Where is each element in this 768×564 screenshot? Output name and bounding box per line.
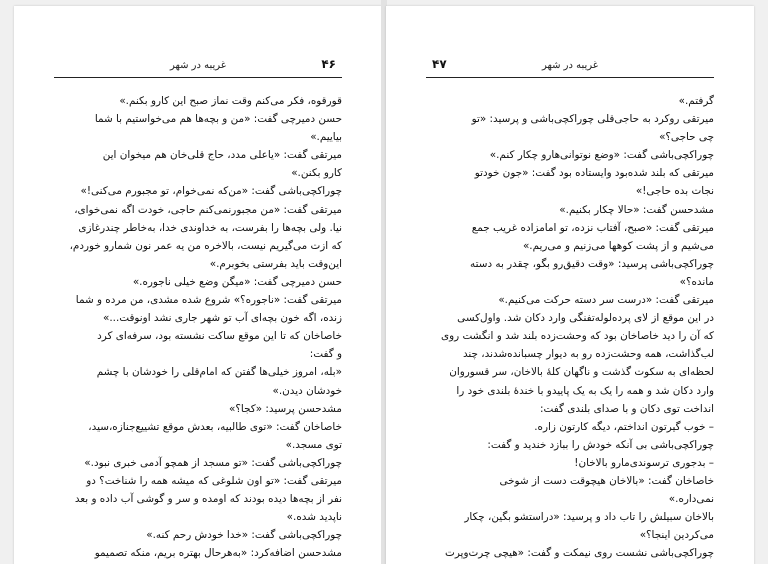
text-line: قورقوه، فکر می‌کنم وقت نماز صبح این کارو بکنم.» — [119, 95, 342, 107]
text-line: چوراکچی‌باشی گفت: «وضع نوتوانی‌هارو چکار کنم.» — [489, 149, 714, 162]
text-line: نیا. ولی بچه‌ها را بفرست، به خداوندی خدا، به‌خاطر چندرغازی — [78, 221, 342, 234]
text-line: و گفت: — [309, 348, 342, 361]
running-title: غریبه در شهر — [541, 60, 599, 71]
text-line: میرتقی روکرد به حاجی‌قلی چوراکچی‌باشی و پرسید: «تو — [471, 113, 714, 126]
text-line: مشدحسن گفت: «حالا چکار بکنیم.» — [559, 203, 714, 216]
text-line: نفر از بچه‌ها دیده بودند که اومده و سر و گوشی آب داده و بعد — [74, 493, 342, 506]
text-line: چی حاجی؟» — [659, 131, 714, 144]
text-line: که آن را دید خاصاخان بود که وحشت‌زده بلند شد و انگشت روی — [440, 330, 714, 343]
text-line: زنده، اگه خون بچه‌ای آب تو شهر جاری نشد اونوقت...» — [102, 312, 342, 325]
text-line: لحظه‌ای به سکوت گذشت و ناگهان کلهٔ بالاخان، سر قسوروان — [449, 366, 714, 379]
text-line: چوراکچی‌باشی بی آنکه خودش را ببازد خندید و گفت: — [487, 438, 714, 451]
page-number: ۴۷ — [432, 57, 447, 71]
text-line: چوراکچی‌باشی گفت: «خدا خودش رحم کنه.» — [146, 529, 342, 542]
text-line: میرتقی گفت: «یاعلی مدد، حاج قلی‌خان هم میخوان این — [102, 149, 342, 162]
text-line: چوراکچی‌باشی نشست روی نیمکت و گفت: «هیچی چرت‌وپرت — [445, 547, 714, 560]
text-line: مانده؟» — [679, 275, 714, 288]
text-line: گرفتم.» — [678, 95, 714, 107]
text-line: توی مسجد.» — [285, 438, 342, 451]
page-body — [426, 92, 714, 562]
page-body — [54, 92, 342, 562]
text-line: وارد دکان شد و همه را یک به یک پاییدو با خندهٔ بلندی خود را — [456, 384, 714, 397]
page-header — [426, 56, 714, 78]
text-line: حسن دمیرچی گفت: «میگن وضع خیلی ناجوره.» — [132, 275, 342, 288]
header-rule — [54, 77, 342, 78]
text-line: – بدجوری ترسوندی‌مارو بالاخان! — [574, 456, 714, 469]
text-line: حسن دمیرچی گفت: «من و بچه‌ها هم می‌خواستیم با شما — [94, 113, 342, 126]
text-line: خاصاخان که تا این موقع ساکت نشسته بود، سرفه‌ای کرد — [97, 330, 342, 343]
text-line: که ازت می‌گیریم نیست، بالاخره من یه عمر نون شمارو خوردم، — [69, 239, 342, 252]
text-line: میرتقی گفت: «درست سر دسته حرکت می‌کنیم.» — [498, 294, 714, 307]
left-page — [14, 6, 382, 564]
text-line: میرتقی که بلند شده‌بود وایستاده بود گفت: «جون خودتو — [474, 167, 714, 180]
text-line: بالاخان سبیلش را تاب داد و پرسید: «دراستشو بگین، چکار — [464, 511, 714, 524]
text-line: مشدحسن پرسید: «کجا؟» — [229, 402, 342, 415]
text-line: خاصاخان گفت: «توی طالبیه، بعدش موقع تشییع‌جنازه،سید، — [88, 420, 342, 433]
page-header — [54, 56, 342, 78]
text-line: خاصاخان گفت: «بالاخان هیچوقت دست از شوخی — [499, 474, 714, 487]
text-line: مشدحسن اضافه‌کرد: «به‌هرحال بهتره بریم، منکه تصمیمو — [94, 547, 342, 560]
text-line: میرتقی گفت: «صبح، آفتاب نزده، تو امامزاده غریب جمع — [471, 221, 714, 234]
text-line: می‌شیم و از پشت کوهها می‌زنیم و می‌ریم.» — [522, 239, 714, 252]
header-rule — [426, 77, 714, 78]
text-line: میرتقی گفت: «تو اون شلوغی که میشه همه را شناخت؟ دو — [86, 474, 342, 487]
text-line: خودشان دیدن.» — [272, 384, 342, 397]
text-line: نجات بده حاجی!» — [635, 185, 714, 198]
text-line: می‌کردین اینجا؟» — [639, 529, 714, 542]
text-line: این‌وقت باید بفرستی بخوبرم.» — [209, 257, 342, 270]
text-line: میرتقی گفت: «من مجبورنمی‌کنم حاجی، خودت اگه نمی‌خوای، — [74, 203, 342, 216]
text-line: – خوب گیرتون انداختم، دیگه کارتون زاره. — [534, 420, 714, 433]
text-line: چوراکچی‌باشی گفت: «من‌که نمی‌خوام، تو مجبورم می‌کنی!» — [80, 185, 342, 198]
text-line: انداخت توی دکان و با صدای بلندی گفت: — [540, 402, 714, 415]
text-line: «بله، امروز خیلی‌ها گفتن که امام‌قلی را خودشان با چشم — [96, 366, 342, 379]
running-title: غریبه در شهر — [169, 60, 227, 71]
text-line: کارو بکنن.» — [291, 167, 342, 180]
text-line: نمی‌داره.» — [668, 493, 714, 506]
text-line: ناپدید شده.» — [286, 511, 342, 524]
text-line: میرتقی گفت: «ناجوره؟» شروع شده مشدی، من مرده و شما — [75, 294, 342, 307]
right-page — [386, 6, 754, 564]
text-line: در این موقع از لای پرده‌لوله‌تفنگی وارد دکان شد. واول‌کسی — [457, 312, 714, 325]
page-number: ۴۶ — [321, 57, 336, 71]
text-line: چوراکچی‌باشی پرسید: «وقت دقیق‌رو بگو، چقدر به دسته — [470, 257, 714, 270]
text-line: چوراکچی‌باشی گفت: «تو مسجد از همچو آدمی خبری نبود.» — [84, 456, 342, 469]
text-line: بیاییم.» — [310, 131, 342, 144]
text-line: لب‌گذاشت، همه وحشت‌زده رو به دیوار چسبانده‌شدند، چند — [462, 348, 714, 361]
